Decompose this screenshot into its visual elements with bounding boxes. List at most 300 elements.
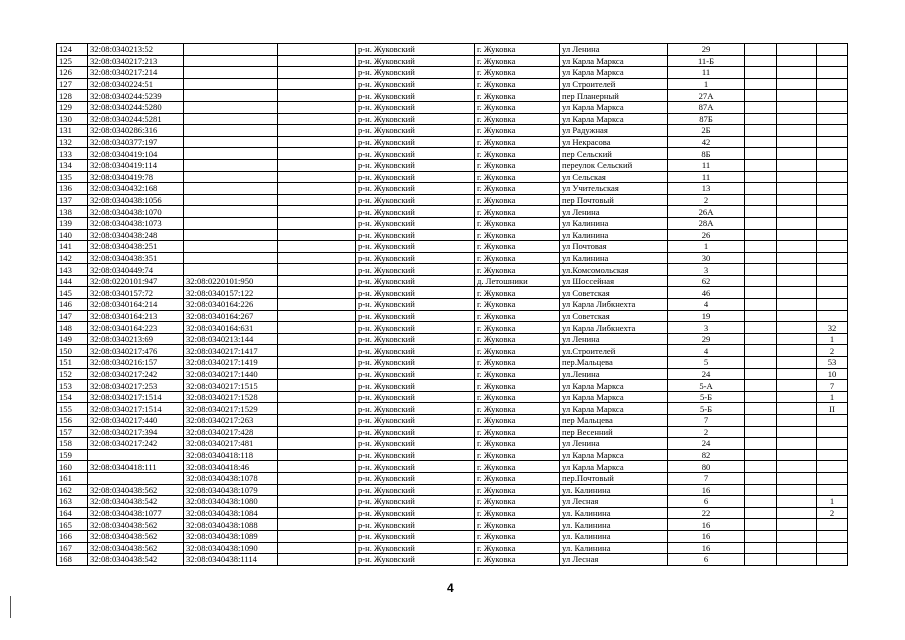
table-cell-house: 8Б [668,148,745,160]
table-cell-cad1: 32:08:0340438:251 [88,241,184,253]
table-cell-locality: г. Жуковка [475,67,560,79]
table-cell-street: ул Лесная [560,496,668,508]
table-row [57,113,848,125]
table-cell-cad1 [88,472,184,484]
table-row [57,287,848,299]
table-cell-x2 [777,415,817,427]
table-cell-extra [278,101,356,113]
table-cell-cad1: 32:08:0340217:1514 [88,403,184,415]
table-cell-street: ул Сельская [560,171,668,183]
table-cell-num: 134 [57,159,88,171]
table-cell-x2 [777,357,817,369]
table-row [57,380,848,392]
table-cell-cad2 [184,136,278,148]
table-cell-extra [278,183,356,195]
table-cell-street: ул Карла Либкнехта [560,299,668,311]
table-cell-x1 [745,333,777,345]
property-register-table [56,43,848,566]
table-cell-street: ул Ленина [560,438,668,450]
table-cell-locality: г. Жуковка [475,403,560,415]
table-cell-locality: г. Жуковка [475,554,560,566]
table-cell-house: 11 [668,67,745,79]
table-cell-x2 [777,183,817,195]
table-cell-x1 [745,44,777,56]
table-cell-street: ул Карла Маркса [560,55,668,67]
table-cell-x1 [745,136,777,148]
table-cell-locality: г. Жуковка [475,171,560,183]
table-cell-house: 5-Б [668,403,745,415]
table-cell-cad1: 32:08:0340438:1077 [88,507,184,519]
table-cell-extra [278,368,356,380]
table-cell-locality: г. Жуковка [475,484,560,496]
table-cell-district: р-н. Жуковский [356,368,475,380]
table-cell-district: р-н. Жуковский [356,554,475,566]
table-cell-street: ул Карла Либкнехта [560,322,668,334]
table-cell-x2 [777,496,817,508]
table-cell-x1 [745,403,777,415]
table-cell-x1 [745,357,777,369]
table-cell-num: 125 [57,55,88,67]
table-cell-x1 [745,55,777,67]
table-cell-x1 [745,113,777,125]
table-cell-locality: г. Жуковка [475,183,560,195]
table-cell-cad2: 32:08:0340418:118 [184,449,278,461]
table-cell-cad1: 32:08:0340419:114 [88,159,184,171]
table-row [57,136,848,148]
table-row [57,403,848,415]
table-cell-locality: г. Жуковка [475,125,560,137]
table-cell-num: 152 [57,368,88,380]
table-cell-district: р-н. Жуковский [356,438,475,450]
table-cell-cad2: 32:08:0340418:46 [184,461,278,473]
table-cell-apt [817,241,848,253]
table-cell-house: 80 [668,461,745,473]
table-cell-district: р-н. Жуковский [356,530,475,542]
table-cell-cad2: 32:08:0340217:1417 [184,345,278,357]
table-cell-x1 [745,472,777,484]
table-cell-x2 [777,426,817,438]
table-cell-x1 [745,380,777,392]
table-cell-num: 156 [57,415,88,427]
table-cell-district: р-н. Жуковский [356,357,475,369]
table-cell-x2 [777,322,817,334]
table-cell-apt [817,530,848,542]
table-cell-x2 [777,438,817,450]
table-cell-locality: г. Жуковка [475,461,560,473]
table-cell-x2 [777,530,817,542]
table-cell-district: р-н. Жуковский [356,310,475,322]
table-cell-extra [278,287,356,299]
table-cell-locality: г. Жуковка [475,55,560,67]
table-cell-num: 129 [57,101,88,113]
table-cell-num: 126 [57,67,88,79]
table-cell-extra [278,55,356,67]
table-cell-locality: г. Жуковка [475,333,560,345]
table-cell-district: р-н. Жуковский [356,333,475,345]
table-cell-extra [278,507,356,519]
table-cell-cad1: 32:08:0340217:242 [88,438,184,450]
table-cell-house: 87Б [668,113,745,125]
table-cell-cad1: 32:08:0340213:52 [88,44,184,56]
table-cell-x1 [745,78,777,90]
table-cell-house: 22 [668,507,745,519]
table-cell-house: 29 [668,333,745,345]
table-cell-num: 166 [57,530,88,542]
table-cell-extra [278,241,356,253]
table-cell-extra [278,333,356,345]
table-cell-extra [278,554,356,566]
table-row [57,101,848,113]
table-cell-district: р-н. Жуковский [356,449,475,461]
table-cell-apt [817,55,848,67]
table-row [57,241,848,253]
table-cell-x1 [745,252,777,264]
table-row [57,229,848,241]
table-cell-num: 133 [57,148,88,160]
table-row [57,519,848,531]
table-cell-locality: г. Жуковка [475,217,560,229]
table-cell-x1 [745,206,777,218]
table-cell-cad1: 32:08:0340164:214 [88,299,184,311]
table-cell-district: р-н. Жуковский [356,426,475,438]
table-cell-extra [278,519,356,531]
table-cell-cad1: 32:08:0340217:440 [88,415,184,427]
table-cell-house: 5-А [668,380,745,392]
table-cell-cad1: 32:08:0340419:78 [88,171,184,183]
table-cell-house: 16 [668,542,745,554]
table-cell-cad1: 32:08:0340244:5280 [88,101,184,113]
table-cell-cad1: 32:08:0340216:157 [88,357,184,369]
table-cell-district: р-н. Жуковский [356,159,475,171]
table-cell-cad2: 32:08:0340438:1078 [184,472,278,484]
table-cell-x2 [777,206,817,218]
table-cell-locality: г. Жуковка [475,136,560,148]
table-cell-x1 [745,159,777,171]
table-cell-district: р-н. Жуковский [356,206,475,218]
table-cell-locality: г. Жуковка [475,299,560,311]
table-row [57,264,848,276]
table-cell-x1 [745,299,777,311]
table-cell-street: ул Почтовая [560,241,668,253]
table-row [57,496,848,508]
table-cell-cad1 [88,449,184,461]
table-cell-cad1: 32:08:0340224:51 [88,78,184,90]
table-cell-extra [278,426,356,438]
table-cell-apt [817,101,848,113]
table-row [57,183,848,195]
table-cell-x2 [777,345,817,357]
table-cell-x2 [777,90,817,102]
table-cell-num: 135 [57,171,88,183]
table-cell-cad1: 32:08:0340217:253 [88,380,184,392]
table-cell-extra [278,415,356,427]
table-cell-num: 164 [57,507,88,519]
table-cell-locality: г. Жуковка [475,449,560,461]
table-cell-cad2 [184,67,278,79]
table-cell-locality: г. Жуковка [475,391,560,403]
table-cell-num: 139 [57,217,88,229]
table-cell-locality: д. Летошники [475,275,560,287]
table-cell-apt [817,310,848,322]
table-cell-cad1: 32:08:0340217:213 [88,55,184,67]
table-row [57,507,848,519]
table-cell-cad2 [184,241,278,253]
table-cell-num: 165 [57,519,88,531]
table-cell-house: 24 [668,368,745,380]
table-cell-x2 [777,449,817,461]
table-cell-num: 124 [57,44,88,56]
table-cell-cad2: 32:08:0340164:631 [184,322,278,334]
table-cell-x2 [777,333,817,345]
table-cell-apt [817,519,848,531]
table-row [57,449,848,461]
table-cell-x1 [745,391,777,403]
table-row [57,159,848,171]
table-cell-num: 167 [57,542,88,554]
table-cell-x2 [777,136,817,148]
table-row [57,310,848,322]
table-cell-locality: г. Жуковка [475,101,560,113]
table-cell-extra [278,530,356,542]
table-cell-district: р-н. Жуковский [356,415,475,427]
table-cell-x2 [777,391,817,403]
table-cell-x1 [745,183,777,195]
table-cell-cad1: 32:08:0340217:214 [88,67,184,79]
table-cell-x2 [777,101,817,113]
table-cell-locality: г. Жуковка [475,426,560,438]
table-cell-cad2: 32:08:0340438:1089 [184,530,278,542]
table-cell-cad1: 32:08:0340164:223 [88,322,184,334]
table-cell-street: ул Карла Маркса [560,391,668,403]
table-cell-num: 128 [57,90,88,102]
table-cell-street: ул.Ленина [560,368,668,380]
table-cell-street: ул Карла Маркса [560,449,668,461]
table-cell-apt [817,426,848,438]
table-cell-house: 29 [668,44,745,56]
table-cell-apt [817,194,848,206]
table-cell-district: р-н. Жуковский [356,217,475,229]
table-cell-apt [817,171,848,183]
table-cell-cad1: 32:08:0340217:394 [88,426,184,438]
table-cell-extra [278,484,356,496]
table-cell-apt [817,299,848,311]
table-cell-street: пер Планерный [560,90,668,102]
table-cell-house: 11 [668,171,745,183]
table-cell-apt [817,438,848,450]
table-row [57,67,848,79]
table-cell-cad2: 32:08:0340217:1440 [184,368,278,380]
table-cell-cad1: 32:08:0340286:316 [88,125,184,137]
table-cell-street: ул Ленина [560,206,668,218]
table-cell-apt: 2 [817,507,848,519]
table-cell-street: ул Лесная [560,554,668,566]
table-cell-x1 [745,125,777,137]
table-cell-cad1: 32:08:0340438:542 [88,496,184,508]
table-cell-x2 [777,229,817,241]
table-cell-cad2 [184,217,278,229]
table-cell-street: ул. Калинина [560,542,668,554]
table-cell-house: 46 [668,287,745,299]
table-cell-district: р-н. Жуковский [356,299,475,311]
table-cell-x2 [777,554,817,566]
table-row [57,194,848,206]
table-cell-district: р-н. Жуковский [356,67,475,79]
table-cell-street: ул Карла Маркса [560,403,668,415]
table-cell-x1 [745,275,777,287]
table-cell-house: 3 [668,322,745,334]
table-cell-extra [278,380,356,392]
table-cell-cad2 [184,90,278,102]
table-cell-x1 [745,148,777,160]
table-cell-street: ул Карла Маркса [560,461,668,473]
table-cell-apt: 1 [817,496,848,508]
table-cell-cad1: 32:08:0340438:351 [88,252,184,264]
table-cell-street: ул Учительская [560,183,668,195]
table-cell-cad2 [184,194,278,206]
table-cell-cad1: 32:08:0340438:542 [88,554,184,566]
table-cell-extra [278,264,356,276]
table-cell-cad2: 32:08:0220101:950 [184,275,278,287]
table-cell-x1 [745,415,777,427]
table-cell-district: р-н. Жуковский [356,171,475,183]
table-cell-num: 151 [57,357,88,369]
table-cell-cad1: 32:08:0340438:1073 [88,217,184,229]
table-cell-num: 157 [57,426,88,438]
table-cell-street: ул Некрасова [560,136,668,148]
table-cell-cad2: 32:08:0340217:428 [184,426,278,438]
table-cell-locality: г. Жуковка [475,345,560,357]
table-cell-extra [278,159,356,171]
table-cell-district: р-н. Жуковский [356,519,475,531]
table-cell-street: пер.Мальцева [560,357,668,369]
table-cell-house: 4 [668,345,745,357]
table-cell-locality: г. Жуковка [475,368,560,380]
table-cell-street: ул Радужная [560,125,668,137]
table-cell-street: ул Карла Маркса [560,101,668,113]
table-cell-district: р-н. Жуковский [356,252,475,264]
table-cell-x2 [777,241,817,253]
table-cell-x1 [745,461,777,473]
table-cell-apt [817,287,848,299]
table-cell-extra [278,44,356,56]
table-cell-house: 42 [668,136,745,148]
table-cell-cad1: 32:08:0340438:562 [88,542,184,554]
table-cell-locality: г. Жуковка [475,472,560,484]
table-cell-x1 [745,322,777,334]
table-cell-num: 161 [57,472,88,484]
table-cell-street: ул Строителей [560,78,668,90]
table-cell-x2 [777,264,817,276]
table-cell-num: 130 [57,113,88,125]
table-cell-cad2: 32:08:0340217:1529 [184,403,278,415]
table-cell-extra [278,461,356,473]
table-cell-house: 27А [668,90,745,102]
table-cell-apt [817,183,848,195]
table-cell-extra [278,322,356,334]
table-cell-apt [817,67,848,79]
table-row [57,275,848,287]
table-cell-house: 11-Б [668,55,745,67]
table-cell-house: 82 [668,449,745,461]
table-cell-num: 159 [57,449,88,461]
table-cell-house: 2 [668,426,745,438]
table-cell-cad2: 32:08:0340217:263 [184,415,278,427]
table-cell-cad1: 32:08:0340438:562 [88,519,184,531]
table-cell-house: 16 [668,519,745,531]
table-cell-num: 144 [57,275,88,287]
table-cell-house: 5-Б [668,391,745,403]
table-cell-house: 1 [668,241,745,253]
table-cell-extra [278,438,356,450]
table-cell-apt [817,461,848,473]
table-cell-x2 [777,78,817,90]
table-row [57,530,848,542]
table-cell-x1 [745,194,777,206]
table-cell-apt: 53 [817,357,848,369]
table-cell-x2 [777,171,817,183]
table-cell-district: р-н. Жуковский [356,542,475,554]
table-cell-x2 [777,55,817,67]
table-cell-locality: г. Жуковка [475,415,560,427]
table-cell-cad2 [184,171,278,183]
table-cell-x1 [745,217,777,229]
table-cell-x1 [745,101,777,113]
table-cell-num: 137 [57,194,88,206]
table-cell-x2 [777,159,817,171]
table-cell-extra [278,78,356,90]
table-cell-extra [278,496,356,508]
table-cell-district: р-н. Жуковский [356,241,475,253]
table-cell-cad1: 32:08:0340438:562 [88,484,184,496]
table-cell-x2 [777,507,817,519]
table-cell-street: ул Калинина [560,252,668,264]
table-row [57,148,848,160]
table-cell-num: 141 [57,241,88,253]
table-row [57,299,848,311]
table-cell-district: р-н. Жуковский [356,229,475,241]
table-cell-apt [817,484,848,496]
table-cell-x2 [777,67,817,79]
table-cell-district: р-н. Жуковский [356,391,475,403]
table-cell-cad1: 32:08:0340213:69 [88,333,184,345]
table-cell-house: 26А [668,206,745,218]
table-cell-x2 [777,403,817,415]
table-cell-x2 [777,252,817,264]
table-cell-num: 131 [57,125,88,137]
table-row [57,438,848,450]
table-cell-street: пер Почтовый [560,194,668,206]
table-cell-house: 16 [668,484,745,496]
table-cell-district: р-н. Жуковский [356,55,475,67]
table-cell-cad2 [184,113,278,125]
table-cell-street: ул.Строителей [560,345,668,357]
table-cell-locality: г. Жуковка [475,206,560,218]
table-cell-apt [817,159,848,171]
table-cell-x1 [745,438,777,450]
table-cell-locality: г. Жуковка [475,322,560,334]
table-cell-cad2 [184,183,278,195]
table-cell-x1 [745,496,777,508]
table-cell-x2 [777,484,817,496]
table-cell-district: р-н. Жуковский [356,136,475,148]
table-cell-house: 7 [668,415,745,427]
table-cell-cad2 [184,229,278,241]
table-cell-x1 [745,530,777,542]
table-cell-cad2 [184,206,278,218]
table-cell-locality: г. Жуковка [475,44,560,56]
table-cell-house: 16 [668,530,745,542]
table-cell-locality: г. Жуковка [475,530,560,542]
